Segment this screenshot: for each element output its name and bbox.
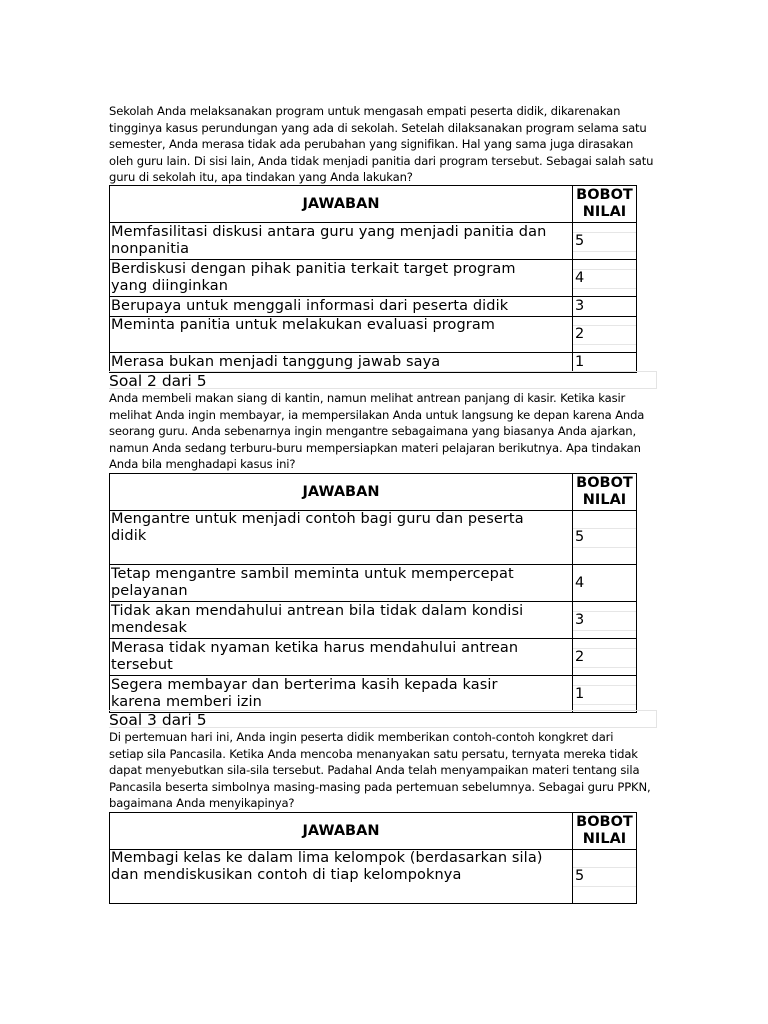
score-value: 5: [575, 868, 585, 884]
question-1-text: Sekolah Anda melaksanakan program untuk mengasah empati peserta didik, dikarenakan tingginya kasus perundungan yang ada di sekolah. Setelah dilaksanakan program selama satu semester, Anda merasa tidak ada perubahan yang signifikan. Hal yang sama juga dirasakan oleh guru lain. Di sisi lain, Anda tidak menjadi panitia dari program tersebut. Sebagai salah satu guru di sekolah itu, apa tindakan yang Anda lakukan?: [109, 104, 654, 185]
table-row: [110, 260, 637, 297]
question-2-text: Anda membeli makan siang di kantin, namun melihat antrean panjang di kasir. Ketika kasir melihat Anda ingin membayar, ia mempersilakan Anda untuk langsung ke depan karena Anda seorang guru. Anda sebenarnya ingin mengantre sebagaimana yang biasanya Anda ajarkan, namun Anda sedang terburu-buru mempersiapkan materi pelajaran berikutnya. Apa tindakan Anda bila menghadapi kasus ini?: [109, 391, 645, 472]
score-value: 4: [575, 574, 585, 591]
table-header-row: [110, 474, 637, 511]
answer-text: Memfasilitasi diskusi antara guru yang menjadi panitia dan nonpanitia: [110, 223, 573, 260]
soal-label-3: Soal 3 dari 5: [109, 710, 657, 728]
answer-score: [573, 260, 637, 297]
answer-score: [573, 297, 637, 317]
table-row: [110, 353, 637, 373]
answer-table-2: [109, 473, 637, 713]
score-value: 5: [575, 529, 585, 545]
answer-score: [573, 602, 637, 639]
score-value: 1: [575, 354, 585, 370]
table-row: [110, 565, 637, 602]
answer-score: [573, 639, 637, 676]
score-value: 3: [575, 611, 585, 628]
answer-table-1: [109, 185, 637, 373]
answer-text: Mengantre untuk menjadi contoh bagi guru dan peserta didik: [110, 511, 573, 565]
soal-label-2: Soal 2 dari 5: [109, 371, 657, 389]
score-value: 2: [575, 326, 585, 342]
header-jawaban: JAWABAN: [110, 813, 573, 850]
table-row: [110, 676, 637, 713]
table-row: [110, 639, 637, 676]
table-header-row: [110, 813, 637, 850]
answer-score: [573, 223, 637, 260]
score-value: 2: [575, 648, 585, 665]
answer-score: [573, 317, 637, 353]
score-value: 3: [575, 298, 585, 314]
table-row: [110, 223, 637, 260]
answer-text: Merasa tidak nyaman ketika harus mendahului antrean tersebut: [110, 639, 573, 676]
answer-text: Segera membayar dan berterima kasih kepada kasir karena memberi izin: [110, 676, 573, 713]
table-row: [110, 317, 637, 353]
header-jawaban: JAWABAN: [110, 186, 573, 223]
score-value: 1: [575, 685, 585, 702]
answer-text: Tetap mengantre sambil meminta untuk mempercepat pelayanan: [110, 565, 573, 602]
answer-score: [573, 353, 637, 373]
answer-text: Meminta panitia untuk melakukan evaluasi program: [110, 317, 573, 353]
question-3-text: Di pertemuan hari ini, Anda ingin peserta didik memberikan contoh-contoh kongkret dari setiap sila Pancasila. Ketika Anda mencoba menanyakan satu persatu, ternyata mereka tidak dapat menyebutkan sila-sila tersebut. Padahal Anda telah menyampaikan materi tentang sila Pancasila beserta simbolnya masing-masing pada pertemuan sebelumnya. Sebagai guru PPKN, bagaimana Anda menyikapinya?: [109, 730, 651, 811]
header-bobot-nilai: BOBOT NILAI: [573, 186, 637, 223]
header-bobot-nilai: BOBOT NILAI: [573, 813, 637, 850]
answer-table-3: [109, 812, 637, 904]
answer-text: Merasa bukan menjadi tanggung jawab saya: [110, 353, 573, 373]
answer-score: [573, 565, 637, 602]
score-value: 5: [575, 232, 585, 249]
answer-score: [573, 676, 637, 713]
answer-score: [573, 511, 637, 565]
score-value: 4: [575, 269, 585, 286]
table-row: [110, 297, 637, 317]
answer-text: Berdiskusi dengan pihak panitia terkait target program yang diinginkan: [110, 260, 573, 297]
answer-text: Membagi kelas ke dalam lima kelompok (berdasarkan sila) dan mendiskusikan contoh di tiap kelompoknya: [110, 850, 573, 904]
header-bobot-nilai: BOBOT NILAI: [573, 474, 637, 511]
header-jawaban: JAWABAN: [110, 474, 573, 511]
table-header-row: [110, 186, 637, 223]
answer-text: Berupaya untuk menggali informasi dari peserta didik: [110, 297, 573, 317]
answer-score: [573, 850, 637, 904]
table-row: [110, 511, 637, 565]
answer-text: Tidak akan mendahului antrean bila tidak dalam kondisi mendesak: [110, 602, 573, 639]
table-row: [110, 602, 637, 639]
table-row: [110, 850, 637, 904]
